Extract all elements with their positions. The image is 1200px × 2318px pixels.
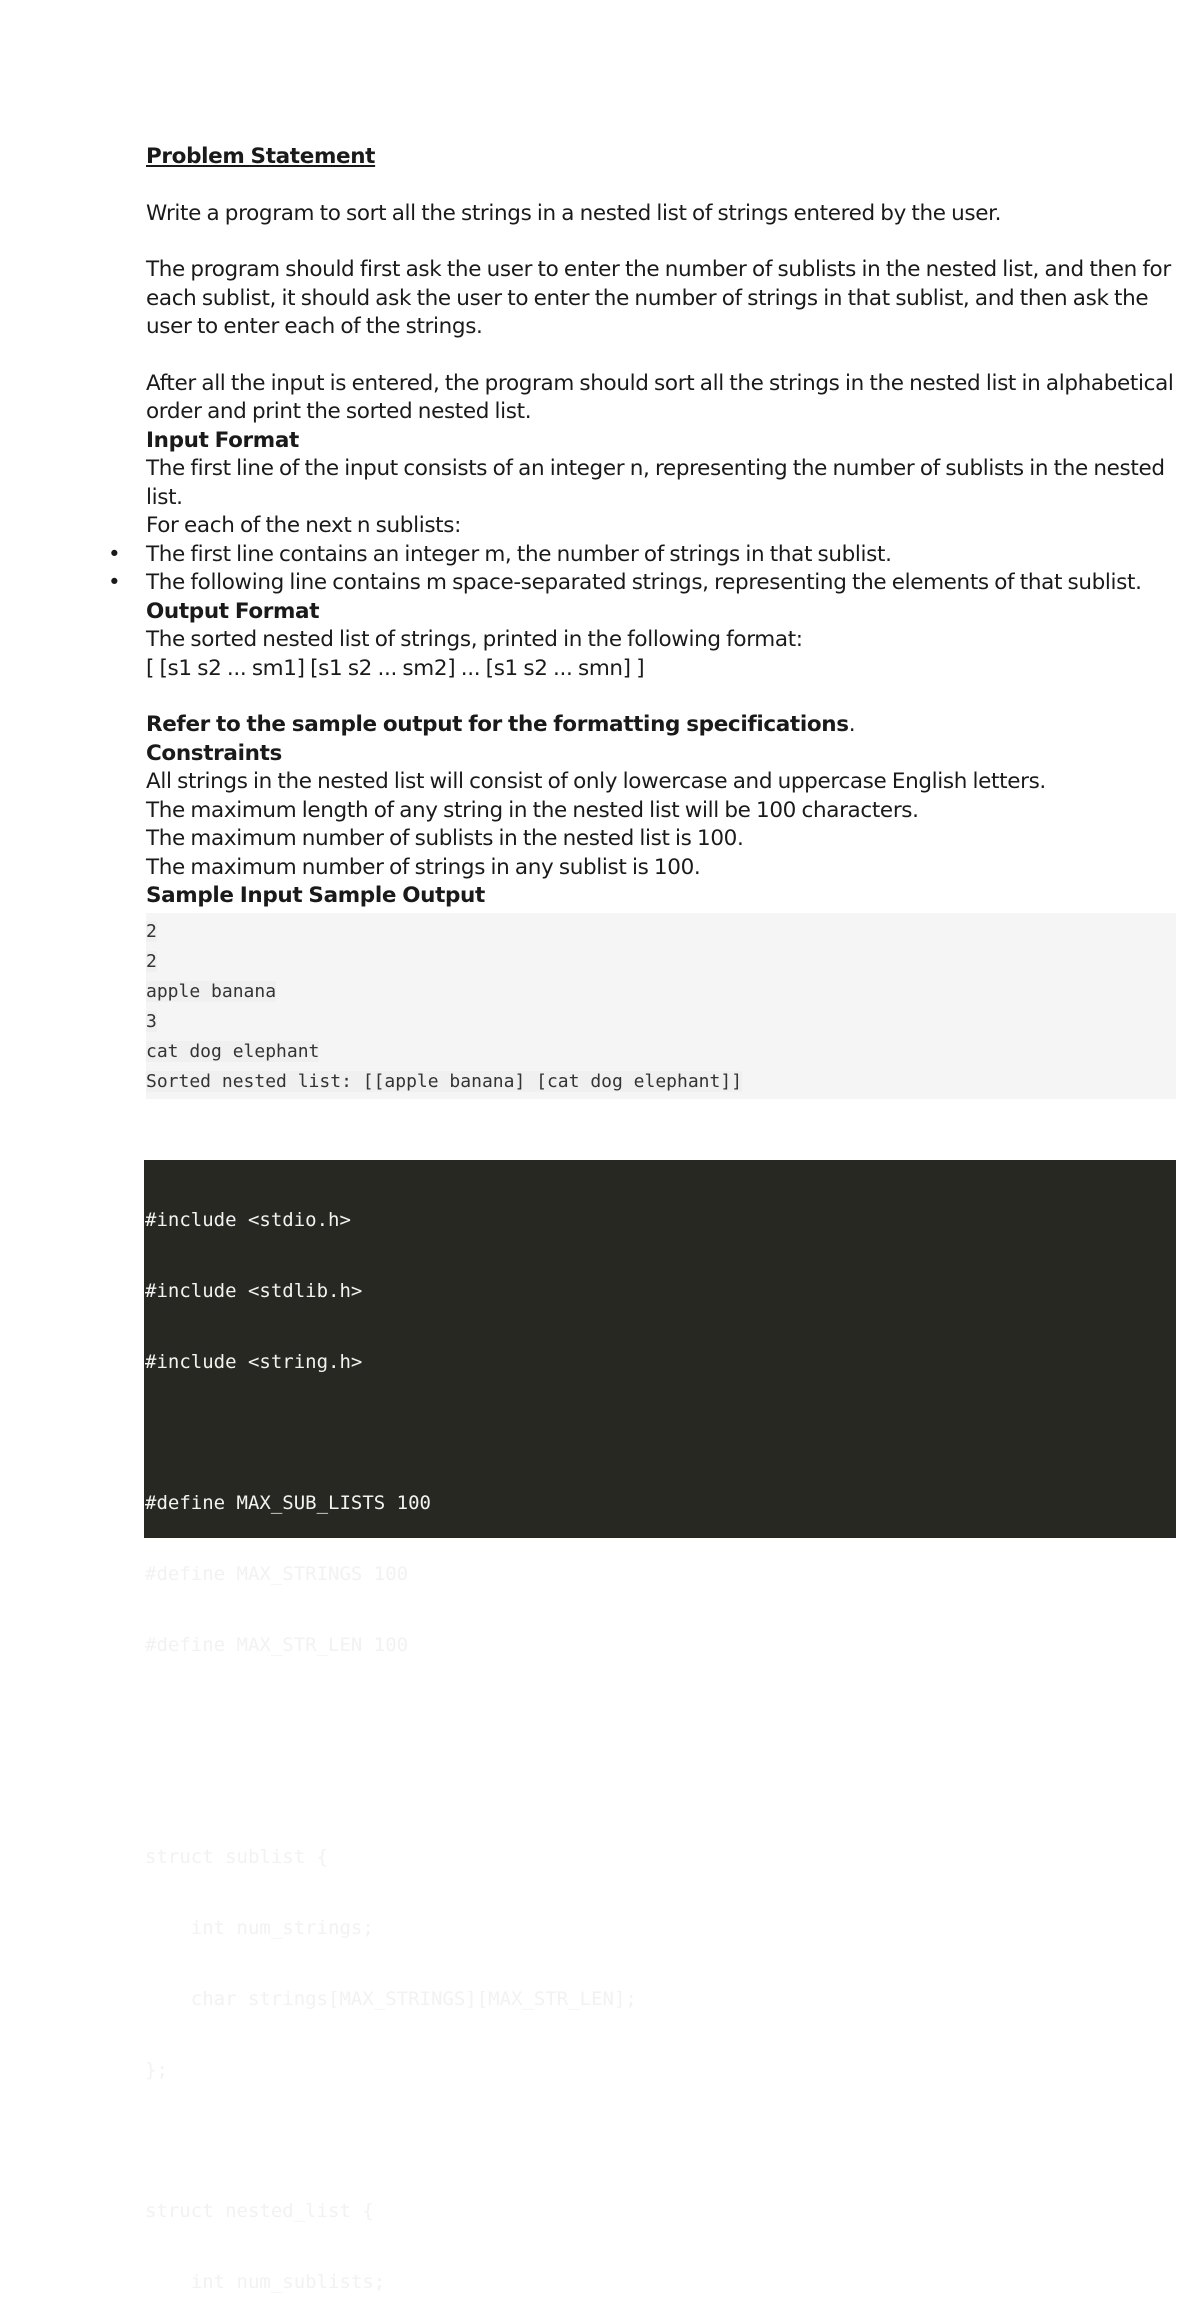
- code-line: struct sublist {: [145, 1846, 329, 1869]
- output-format-line-1: The sorted nested list of strings, printed in the following format:: [146, 627, 803, 652]
- sample-line: [146, 947, 1176, 977]
- code-line: int num_strings;: [145, 1917, 374, 1939]
- code-line: #define MAX_SUB_LISTS 100: [145, 1492, 431, 1515]
- code-line: [144, 2129, 1176, 2153]
- page-title: Problem Statement: [146, 144, 376, 169]
- sample-line-text: 2: [146, 920, 157, 942]
- sample-line-text: Sorted nested list: [[apple banana] [cat dog elephant]]: [146, 1070, 743, 1092]
- refer-note-bold: Refer to the sample output for the formatting specifications: [146, 712, 849, 737]
- output-format-heading: Output Format: [146, 598, 320, 624]
- intro-paragraph: Write a program to sort all the strings in a nested list of strings entered by the user.: [146, 200, 1002, 226]
- code-line: char strings[MAX_STRINGS][MAX_STR_LEN];: [145, 1987, 637, 2010]
- instructions-paragraph: The program should first ask the user to enter the number of sublists in the nested list, and then for each sublist, it should ask the user to enter the number of strings in that sublist, and then ask the user to enter each of the strings.: [146, 257, 1171, 339]
- sample-line: [146, 1007, 1176, 1037]
- sample-line: [146, 1067, 1176, 1097]
- constraint-line: The maximum length of any string in the nested list will be 100 characters.: [146, 797, 919, 823]
- after-input-paragraph: After all the input is entered, the program should sort all the strings in the nested list in alphabetical order and print the sorted nested list.: [146, 370, 1174, 424]
- code-line: [144, 1422, 1176, 1446]
- code-line: [144, 1705, 1176, 1729]
- code-line: int num_sublists;: [145, 2270, 386, 2293]
- sample-line-text: apple banana: [146, 980, 277, 1002]
- bullet-item: • The first line contains an integer m, the number of strings in that sublist.: [146, 541, 1176, 570]
- sample-line-text: 2: [146, 950, 157, 972]
- code-line: #include <string.h>: [145, 1350, 363, 1373]
- refer-note-tail: .: [848, 712, 856, 737]
- output-format-line-2: [ [s1 s2 ... sm1] [s1 s2 ... sm2] ... [s1 s2 ... smn] ]: [146, 655, 645, 681]
- input-format-heading: Input Format: [146, 427, 299, 453]
- code-line: [144, 1775, 1176, 1799]
- sample-line-text: cat dog elephant: [146, 1040, 320, 1062]
- constraint-line: The maximum number of sublists in the nested list is 100.: [146, 826, 744, 851]
- code-line: #include <stdio.h>: [145, 1209, 351, 1232]
- document-page: [146, 143, 1176, 1099]
- input-format-line-1: The first line of the input consists of an integer n, representing the number of sublists in the nested list.: [146, 456, 1165, 510]
- sample-heading: Sample Input Sample Output: [146, 883, 485, 908]
- sample-line-text: 3: [146, 1010, 157, 1032]
- input-format-line-2: For each of the next n sublists:: [146, 513, 462, 538]
- sample-line: [146, 917, 1176, 947]
- input-format-bullet-list: [146, 541, 1176, 598]
- code-block: [144, 1160, 1176, 2293]
- sample-line: [146, 1037, 1176, 1067]
- constraint-line: The maximum number of strings in any sublist is 100.: [146, 854, 701, 880]
- code-line: struct nested_list {: [145, 2200, 374, 2223]
- sample-line: [146, 977, 1176, 1007]
- bullet-item: • The following line contains m space-separated strings, representing the elements of that sublist.: [146, 569, 1176, 598]
- code-line: };: [145, 2058, 168, 2081]
- code-line: #include <stdlib.h>: [145, 1279, 363, 1302]
- constraint-line: All strings in the nested list will consist of only lowercase and uppercase English letters.: [146, 769, 1046, 794]
- constraints-heading: Constraints: [146, 740, 282, 766]
- refer-note: [146, 711, 1176, 740]
- sample-io-block: [146, 913, 1176, 1099]
- code-line: #define MAX_STR_LEN 100: [145, 1633, 409, 1656]
- code-line: #define MAX_STRINGS 100: [145, 1563, 409, 1586]
